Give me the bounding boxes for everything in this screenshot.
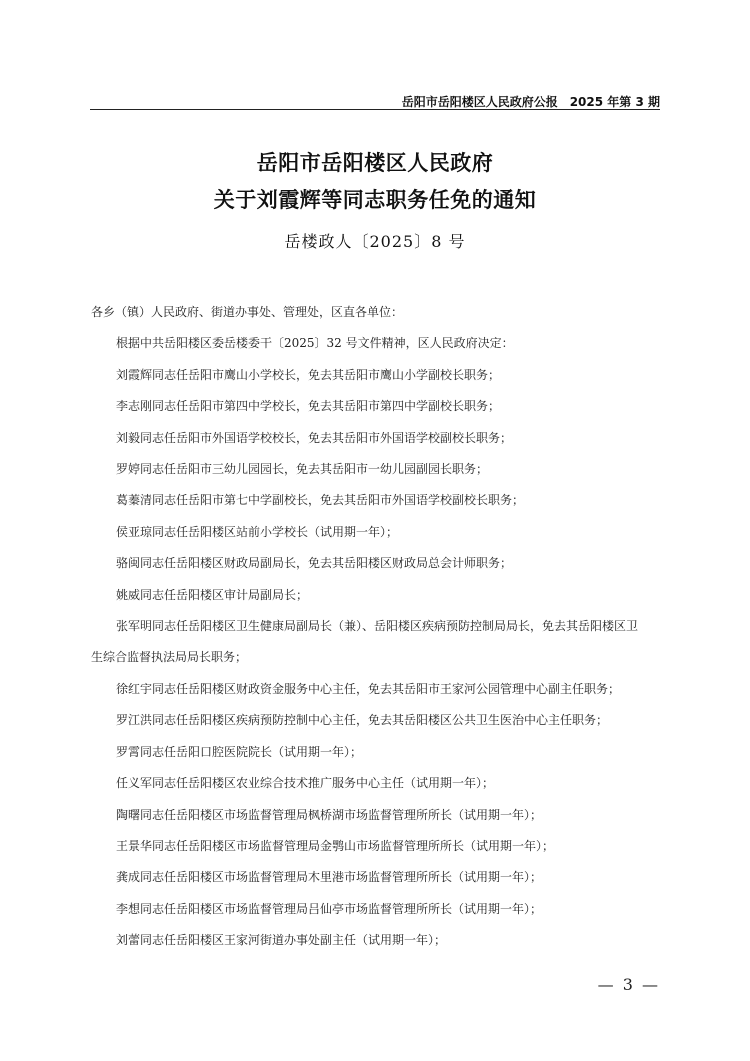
- paragraph: 侯亚琼同志任岳阳楼区站前小学校长（试用期一年）；: [116, 524, 399, 539]
- document-body: [91, 297, 661, 957]
- issue-number: 2025 年第 3 期: [569, 95, 660, 109]
- paragraph: 罗江洪同志任岳阳楼区疾病预防控制中心主任，免去其岳阳楼区公共卫生医治中心主任职务；: [116, 713, 609, 728]
- header-divider: [90, 109, 660, 110]
- document-title-line-1: 岳阳市岳阳楼区人民政府: [256, 150, 494, 175]
- paragraph: 姚威同志任岳阳楼区审计局副局长；: [116, 587, 309, 602]
- paragraph: 王景华同志任岳阳楼区市场监督管理局金鹗山市场监督管理所所长（试用期一年）；: [116, 838, 555, 853]
- paragraph: 李想同志任岳阳楼区市场监督管理局吕仙亭市场监督管理所所长（试用期一年）；: [116, 901, 543, 916]
- paragraph: 李志刚同志任岳阳市第四中学校长，免去其岳阳市第四中学副校长职务；: [116, 399, 501, 414]
- document-number: 岳楼政人〔2025〕8 号: [284, 232, 466, 251]
- paragraph: 陶曙同志任岳阳楼区市场监督管理局枫桥湖市场监督管理所所长（试用期一年）；: [116, 807, 543, 822]
- paragraph: 根据中共岳阳楼区委岳楼委干〔2025〕32 号文件精神，区人民政府决定：: [116, 336, 514, 351]
- paragraph: 刘霞辉同志任岳阳市鹰山小学校长，免去其岳阳市鹰山小学副校长职务；: [116, 367, 501, 382]
- paragraph: 刘蕾同志任岳阳楼区王家河街道办事处副主任（试用期一年）；: [116, 933, 447, 948]
- paragraph-wrapped-first-line: 张军明同志任岳阳楼区卫生健康局副局长（兼）、岳阳楼区疾病预防控制局局长，免去其岳阳楼区卫: [116, 619, 639, 634]
- paragraph-wrapped-second-line: 生综合监督执法局局长职务；: [91, 650, 248, 665]
- page-number: — 3 —: [597, 975, 660, 994]
- paragraph: 任义军同志任岳阳楼区农业综合技术推广服务中心主任（试用期一年）；: [116, 776, 495, 791]
- paragraph: 骆闽同志任岳阳楼区财政局副局长，免去其岳阳楼区财政局总会计师职务；: [116, 556, 513, 571]
- paragraph: 徐红宇同志任岳阳楼区财政资金服务中心主任，免去其岳阳市王家河公园管理中心副主任职务；: [116, 681, 621, 696]
- document-title-line-2: 关于刘霞辉等同志职务任免的通知: [213, 187, 537, 212]
- paragraph: 龚成同志任岳阳楼区市场监督管理局木里港市场监督管理所所长（试用期一年）；: [116, 870, 543, 885]
- paragraph: 葛蓁清同志任岳阳市第七中学副校长，免去其岳阳市外国语学校副校长职务；: [116, 493, 525, 508]
- paragraph: 刘毅同志任岳阳市外国语学校校长，免去其岳阳市外国语学校副校长职务；: [116, 430, 513, 445]
- paragraph: 罗霄同志任岳阳口腔医院院长（试用期一年）；: [116, 744, 363, 759]
- running-header: [402, 93, 660, 110]
- paragraph: 罗婷同志任岳阳市三幼儿园园长，免去其岳阳市一幼儿园副园长职务；: [116, 462, 489, 477]
- salutation: 各乡（镇）人民政府、街道办事处、管理处，区直各单位：: [91, 305, 404, 319]
- publication-name: 岳阳市岳阳楼区人民政府公报: [401, 95, 558, 109]
